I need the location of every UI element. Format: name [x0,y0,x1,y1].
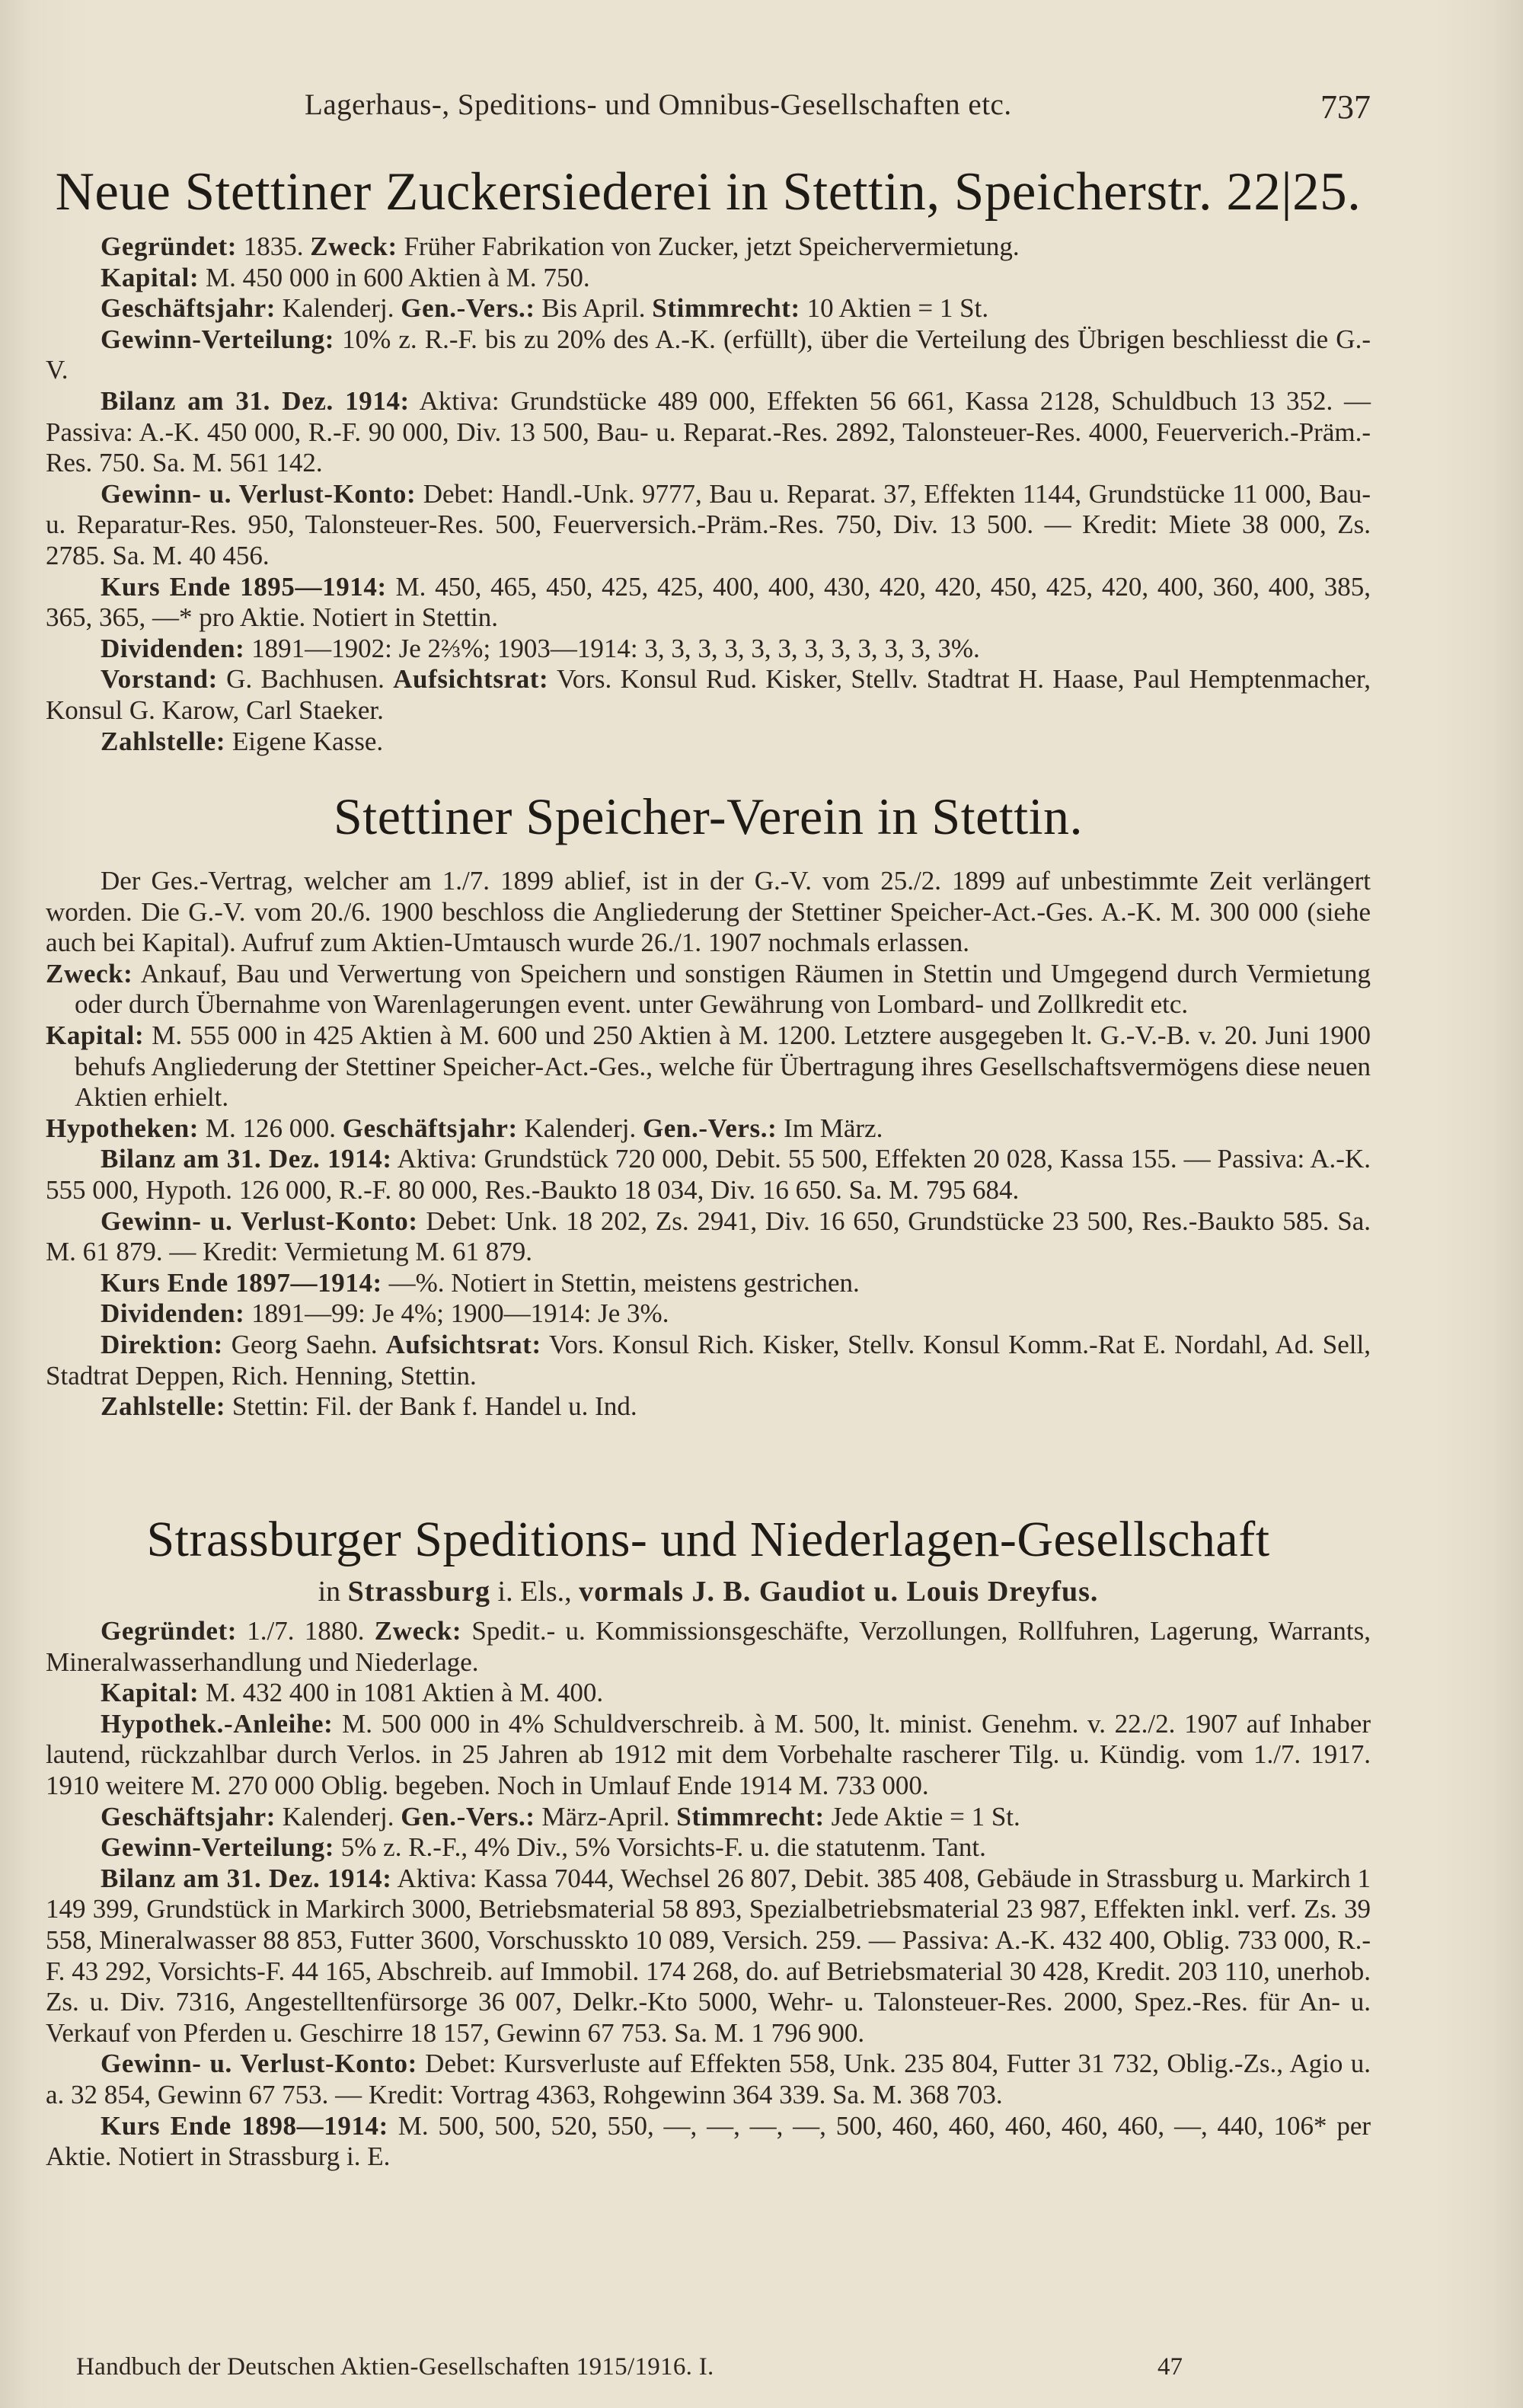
field-label: Gegründet: [101,1616,238,1646]
field-value: Aktiva: Grundstück 720 000, Debit. 55 500, Effekten 20 028, Kassa 155. — Passiva: A.-K. 555 000, Hypoth. 126 000, R.-F. 80 000, Res.-Baukto 18 034, Div. 16 650. Sa. M. 795 684. [46,1144,1371,1205]
paragraph [46,2049,1371,2110]
field-value: Vors. Konsul Rich. Kisker, Stellv. Konsul Komm.-Rat E. Nordahl, Ad. Sell, Stadtrat Deppen, Rich. Henning, Stettin. [46,1329,1371,1391]
field-label: Geschäftsjahr: [342,1113,518,1143]
field-value: 5% z. R.-F., 4% Div., 5% Vorsichts-F. u. die statutenm. Tant. [334,1832,986,1863]
paragraph [46,1678,1371,1709]
paragraph [46,727,1371,758]
field-value: Debet: Unk. 18 202, Zs. 2941, Div. 16 650, Grundstücke 23 500, Res.-Baukto 585. Sa. M. 61 879. — Kredit: Vermietung M. 61 879. [46,1206,1371,1267]
field-value: 1835. [237,232,311,261]
field-label: Vorstand: [101,664,218,695]
paragraph [46,1616,1371,1678]
paragraph [46,866,1371,959]
entry-neue-stettiner-zuckersiederei [46,160,1371,757]
field-value: März-April. [535,1801,677,1832]
entry-title: Stettiner Speicher-Verein in Stettin. [333,787,1083,845]
field-label: Kapital: [101,262,200,292]
field-label: Zweck: [46,958,133,988]
field-label: Hypotheken: [46,1113,200,1143]
field-label: Bilanz am 31. Dez. 1914: [101,385,410,416]
field-value: Debet: Kursverluste auf Effekten 558, Unk. 235 804, Futter 31 732, Oblig.-Zs., Agio u. a. 32 854, Gewinn 67 753. — Kredit: Vortrag 4363, Rohgewinn 364 339. Sa. M. 368 703. [46,2049,1371,2109]
field-label: Zweck: [310,232,398,261]
field-value: M. 450, 465, 450, 425, 425, 400, 400, 430, 420, 420, 450, 425, 420, 400, 360, 400, 385, 365, 365, —* pro Aktie. Notiert in Stettin. [46,571,1371,633]
paragraph [46,959,1371,1020]
field-label: Gewinn- u. Verlust-Konto: [101,1206,418,1236]
field-label: Geschäftsjahr: [101,293,276,324]
field-label: Gewinn- u. Verlust-Konto: [101,478,417,509]
paragraph [46,479,1371,572]
paragraph [46,1832,1371,1863]
page-number: 737 [1320,88,1371,126]
field-label: Gewinn-Verteilung: [101,1832,335,1863]
field-label: Bilanz am 31. Dez. 1914: [101,1144,392,1174]
field-label: Gewinn- u. Verlust-Konto: [101,2049,417,2079]
field-label: Gen.-Vers.: [642,1113,777,1143]
field-label: Kurs Ende 1897—1914: [101,1267,382,1298]
field-label: Stimmrecht: [652,293,800,324]
field-label: Kapital: [101,1678,200,1708]
field-value: M. 432 400 in 1081 Aktien à M. 400. [199,1678,604,1708]
field-value: Debet: Handl.-Unk. 9777, Bau u. Reparat. 37, Effekten 1144, Grundstücke 11 000, Bau- u. Reparatur-Res. 950, Talonsteuer-Res. 500, Feuerversich.-Präm.-Res. 750, Div. 13 500. — Kredit: Miete 38 000, Zs. 2785. Sa. M. 40 456. [46,478,1371,570]
entry-body [46,232,1371,757]
entry-title: Strassburger Speditions- und Niederlagen-Gesellschaft [146,1512,1270,1567]
field-value: Im März. [777,1113,883,1143]
running-title: Lagerhaus-, Speditions- und Omnibus-Gesellschaften etc. [305,88,1012,121]
paragraph [46,1113,1371,1145]
field-label: Gen.-Vers.: [401,1801,535,1832]
field-value: 10% z. R.-F. bis zu 20% des A.-K. (erfüllt), über die Verteilung des Übrigen beschliesst die G.-V. [46,324,1371,385]
entry-title: Neue Stettiner Zuckersiederei in Stettin, Speicherstr. 22|25. [55,162,1362,222]
entry-body [46,866,1371,1423]
field-label: Bilanz am 31. Dez. 1914: [101,1863,392,1893]
paragraph [46,664,1371,726]
field-value: Eigene Kasse. [225,726,384,756]
field-label: Dividenden: [101,1298,245,1329]
field-value: M. 450 000 in 600 Aktien à M. 750. [199,262,590,292]
field-value: Stettin: Fil. der Bank f. Handel u. Ind. [225,1391,637,1422]
paragraph [46,1206,1371,1268]
paragraph [46,386,1371,479]
paragraph [46,1802,1371,1833]
paragraph [46,1391,1371,1423]
field-label: Hypothek.-Anleihe: [101,1708,334,1739]
field-value: 1./7. 1880. [237,1616,375,1646]
paragraph [46,572,1371,634]
field-value: Vors. Konsul Rud. Kisker, Stellv. Stadtrat H. Haase, Paul Hemptenmacher, Konsul G. Karow, Carl Staeker. [46,664,1371,725]
paragraph [46,232,1371,263]
field-label: Gegründet: [101,232,238,261]
entry-strassburger-speditions-gesellschaft [46,1508,1371,2173]
field-value: Kalenderj. [276,1801,401,1832]
field-value: Georg Saehn. [222,1329,386,1359]
field-value: M. 555 000 in 425 Aktien à M. 600 und 250 Aktien à M. 1200. Letztere ausgegeben lt. G.-V.-B. v. 20. Juni 1900 behufs Angliederung der Stettiner Speicher-Act.-Ges., welche für Übertragung ihres Gesellschaftsvermögens diese neuen Aktien erhielt. [75,1020,1371,1113]
field-value: Ankauf, Bau und Verwertung von Speichern und sonstigen Räumen in Stettin und Umgegend durch Vermietung oder durch Übernahme von Warenlagerungen event. unter Gewährung von Lombard- und Zollkredit etc. [75,958,1371,1020]
field-label: Kapital: [46,1020,145,1050]
field-label: Zahlstelle: [101,726,226,756]
paragraph [46,634,1371,665]
entry-stettiner-speicher-verein [46,773,1371,1423]
subtitle-text: in [318,1576,348,1608]
field-value: Früher Fabrikation von Zucker, jetzt Speichervermietung. [397,232,1020,261]
field-label: Zahlstelle: [101,1391,226,1422]
paragraph [46,1298,1371,1330]
paragraph [46,2111,1371,2173]
paragraph [46,263,1371,294]
field-value: Aktiva: Grundstücke 489 000, Effekten 56 661, Kassa 2128, Schuldbuch 13 352. — Passiva: A.-K. 450 000, R.-F. 90 000, Div. 13 500, Bau- u. Reparat.-Res. 2892, Talonsteuer-Res. 4000, Feuerverich.-Präm.-Res. 750. Sa. M. 561 142. [46,385,1371,478]
paragraph [46,324,1371,386]
paragraph [46,1268,1371,1299]
field-value: 1891—99: Je 4%; 1900—1914: Je 3%. [244,1298,669,1329]
field-value: Aktiva: Kassa 7044, Wechsel 26 807, Debit. 385 408, Gebäude in Strassburg u. Markirch 1 149 399, Grundstück in Markirch 3000, Betriebsmaterial 58 893, Spezialbetriebsmaterial 23 987, Effekten inkl. verf. Zs. 39 558, Mineralwasser 88 853, Futter 3600, Vorschusskto 10 089, Versich. 259. — Passiva: A.-K. 432 400, Oblig. 733 000, R.-F. 43 292, Vorsichts-F. 44 165, Abschreib. auf Immobil. 174 268, do. auf Betriebsmaterial 30 428, Kredit. 203 110, unerhob. Zs. u. Div. 7316, Angestelltenfürsorge 36 007, Delkr.-Kto 5000, Wehr- u. Talonsteuer-Res. 2000, Spez.-Res. für An- u. Verkauf von Pferden u. Geschirre 18 157, Gewinn 67 753. Sa. M. 1 796 900. [46,1863,1371,2048]
paragraph [46,1709,1371,1802]
paragraph [46,293,1371,324]
field-label: Gewinn-Verteilung: [101,324,335,354]
footer-book-title: Handbuch der Deutschen Aktien-Gesellschaften 1915/1916. I. [76,2353,714,2381]
field-label: Aufsichtsrat: [393,664,549,695]
subtitle-city: Strassburg [347,1576,491,1608]
paragraph [46,1863,1371,2049]
field-value: 1891—1902: Je 2⅔%; 1903—1914: 3, 3, 3, 3, 3, 3, 3, 3, 3, 3, 3, 3%. [244,633,980,663]
field-value: M. 500, 500, 520, 550, —, —, —, —, 500, 460, 460, 460, 460, 460, —, 440, 106* per Aktie. Notiert in Strassburg i. E. [46,2110,1371,2172]
field-value: Bis April. [535,293,653,324]
field-label: Gen.-Vers.: [401,293,535,324]
paragraph [46,1144,1371,1206]
running-header [46,88,1371,133]
subtitle-text: i. Els., [490,1576,580,1608]
field-value: Jede Aktie = 1 St. [824,1801,1020,1832]
field-label: Stimmrecht: [676,1801,825,1832]
field-label: Aufsichtsrat: [385,1329,541,1359]
field-label: Dividenden: [101,633,245,663]
subtitle-former-name: vormals J. B. Gaudiot u. Louis Dreyfus. [579,1576,1099,1608]
field-label: Direktion: [101,1329,223,1359]
field-value: —%. Notiert in Stettin, meistens gestrichen. [382,1267,860,1298]
paragraph [46,1330,1371,1391]
field-value: Kalenderj. [517,1113,643,1143]
field-value: Der Ges.-Vertrag, welcher am 1./7. 1899 ablief, ist in der G.-V. vom 25./2. 1899 auf unbestimmte Zeit verlängert worden. Die G.-V. vom 20./6. 1900 beschloss die Angliederung der Stettiner Speicher-Act.-Ges. A.-K. M. 300 000 (siehe auch bei Kapital). Aufruf zum Aktien-Umtausch wurde 26./1. 1907 nochmals erlassen. [46,866,1371,958]
field-value: G. Bachhusen. [217,664,394,695]
paragraph [46,1020,1371,1113]
entry-subtitle [46,1572,1371,1611]
page-footer [76,2353,1218,2391]
field-label: Geschäftsjahr: [101,1801,276,1832]
field-label: Kurs Ende 1895—1914: [101,571,387,602]
field-value: Spedit.- u. Kommissionsgeschäfte, Verzollungen, Rollfuhren, Lagerung, Warrants, Mineralwasserhandlung und Niederlage. [46,1616,1371,1677]
entry-body [46,1616,1371,2173]
field-value: M. 126 000. [199,1113,343,1143]
field-label: Kurs Ende 1898—1914: [101,2110,388,2141]
footer-signature-mark: 47 [1157,2353,1183,2381]
field-value: Kalenderj. [276,293,401,324]
field-label: Zweck: [374,1616,462,1646]
field-value: 10 Aktien = 1 St. [800,293,989,324]
field-value: M. 500 000 in 4% Schuldverschreib. à M. 500, lt. minist. Genehm. v. 22./2. 1907 auf Inhaber lautend, rückzahlbar durch Verlos. in 25 Jahren ab 1912 mit dem Vorbehalte rascherer Tilg. u. Kündig. vom 1./7. 1917. 1910 weitere M. 270 000 Oblig. begeben. Noch in Umlauf Ende 1914 M. 733 000. [46,1708,1371,1800]
